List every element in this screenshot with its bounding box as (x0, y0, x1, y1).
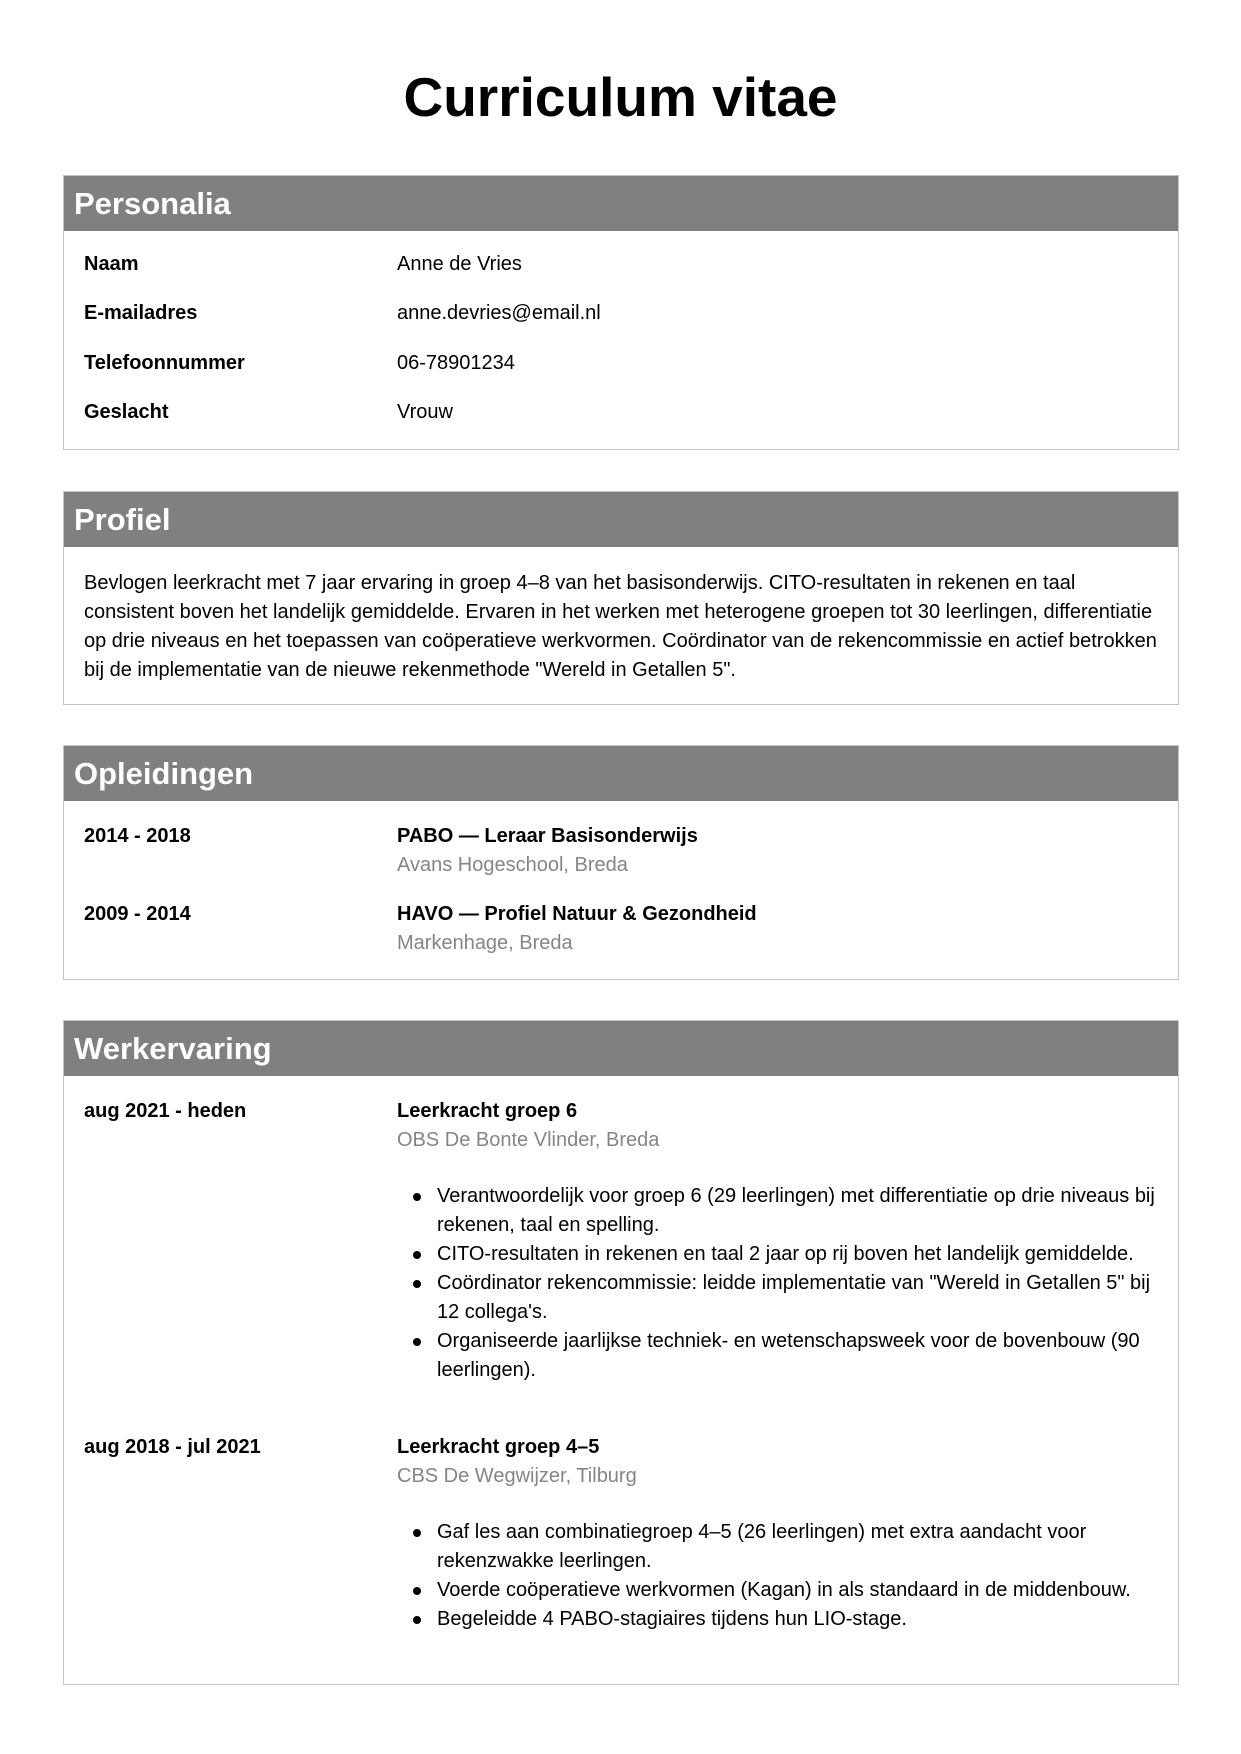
entry-period: 2014 - 2018 (84, 825, 191, 847)
field-label: E-mailadres (84, 302, 198, 324)
entry-period: 2009 - 2014 (84, 903, 191, 925)
list-item: Coördinator rekencommissie: leidde implementatie van "Wereld in Getallen 5" bij 12 collega's. (437, 1269, 1158, 1327)
work-entry (64, 1433, 1178, 1634)
education-entry (64, 822, 1178, 900)
education-entry (64, 900, 1178, 958)
section-heading: Opleidingen (64, 746, 1178, 801)
section-personalia (63, 175, 1179, 450)
list-item: Gaf les aan combinatiegroep 4–5 (26 leerlingen) met extra aandacht voor rekenzwakke leerlingen. (437, 1518, 1158, 1576)
field-label: Geslacht (84, 401, 169, 423)
section-heading: Personalia (64, 176, 1178, 231)
field-value: 06-78901234 (397, 352, 515, 374)
entry-period: aug 2018 - jul 2021 (84, 1436, 261, 1458)
field-label: Telefoonnummer (84, 352, 245, 374)
field-value: anne.devries@email.nl (397, 302, 601, 324)
personalia-row-name (64, 250, 1178, 299)
personalia-row-phone (64, 349, 1178, 398)
list-item: Voerde coöperatieve werkvormen (Kagan) in als standaard in de middenbouw. (437, 1576, 1158, 1605)
entry-institution: Avans Hogeschool, Breda (397, 854, 628, 876)
section-werkervaring (63, 1020, 1179, 1685)
section-opleidingen (63, 745, 1179, 980)
list-item: CITO-resultaten in rekenen en taal 2 jaar op rij boven het landelijk gemiddelde. (437, 1240, 1158, 1269)
field-value: Anne de Vries (397, 253, 522, 275)
entry-title: HAVO — Profiel Natuur & Gezondheid (397, 903, 757, 925)
list-item: Verantwoordelijk voor groep 6 (29 leerlingen) met differentiatie op drie niveaus bij rekenen, taal en spelling. (437, 1182, 1158, 1240)
section-profiel (63, 491, 1179, 705)
field-label: Naam (84, 253, 139, 275)
section-heading: Profiel (64, 492, 1178, 547)
profile-text: Bevlogen leerkracht met 7 jaar ervaring in groep 4–8 van het basisonderwijs. CITO-resultaten in rekenen en taal consistent boven het landelijk gemiddelde. Ervaren in het werken met heterogene groepen tot 30 leerlingen, differentiatie op drie niveaus en het toepassen van coöperatieve werkvormen. Coördinator van de rekencommissie en actief betrokken bij de implementatie van de nieuwe rekenmethode "Wereld in Getallen 5". (84, 572, 1157, 681)
entry-institution: Markenhage, Breda (397, 932, 573, 954)
entry-period: aug 2021 - heden (84, 1100, 247, 1122)
entry-title: PABO — Leraar Basisonderwijs (397, 825, 698, 847)
personalia-row-gender (64, 398, 1178, 427)
list-item: Organiseerde jaarlijkse techniek- en wetenschapsweek voor de bovenbouw (90 leerlingen). (437, 1327, 1158, 1385)
entry-title: Leerkracht groep 6 (397, 1100, 578, 1122)
list-item: Begeleidde 4 PABO-stagiaires tijdens hun LIO-stage. (437, 1605, 1158, 1634)
entry-employer: OBS De Bonte Vlinder, Breda (397, 1129, 660, 1151)
entry-employer: CBS De Wegwijzer, Tilburg (397, 1465, 637, 1487)
field-value: Vrouw (397, 401, 453, 423)
responsibility-list (397, 1182, 1158, 1385)
responsibility-list (397, 1518, 1158, 1634)
page-title: Curriculum vitae (403, 66, 838, 128)
section-heading: Werkervaring (64, 1021, 1178, 1076)
entry-title: Leerkracht groep 4–5 (397, 1436, 600, 1458)
work-entry (64, 1097, 1178, 1433)
personalia-row-email (64, 299, 1178, 349)
